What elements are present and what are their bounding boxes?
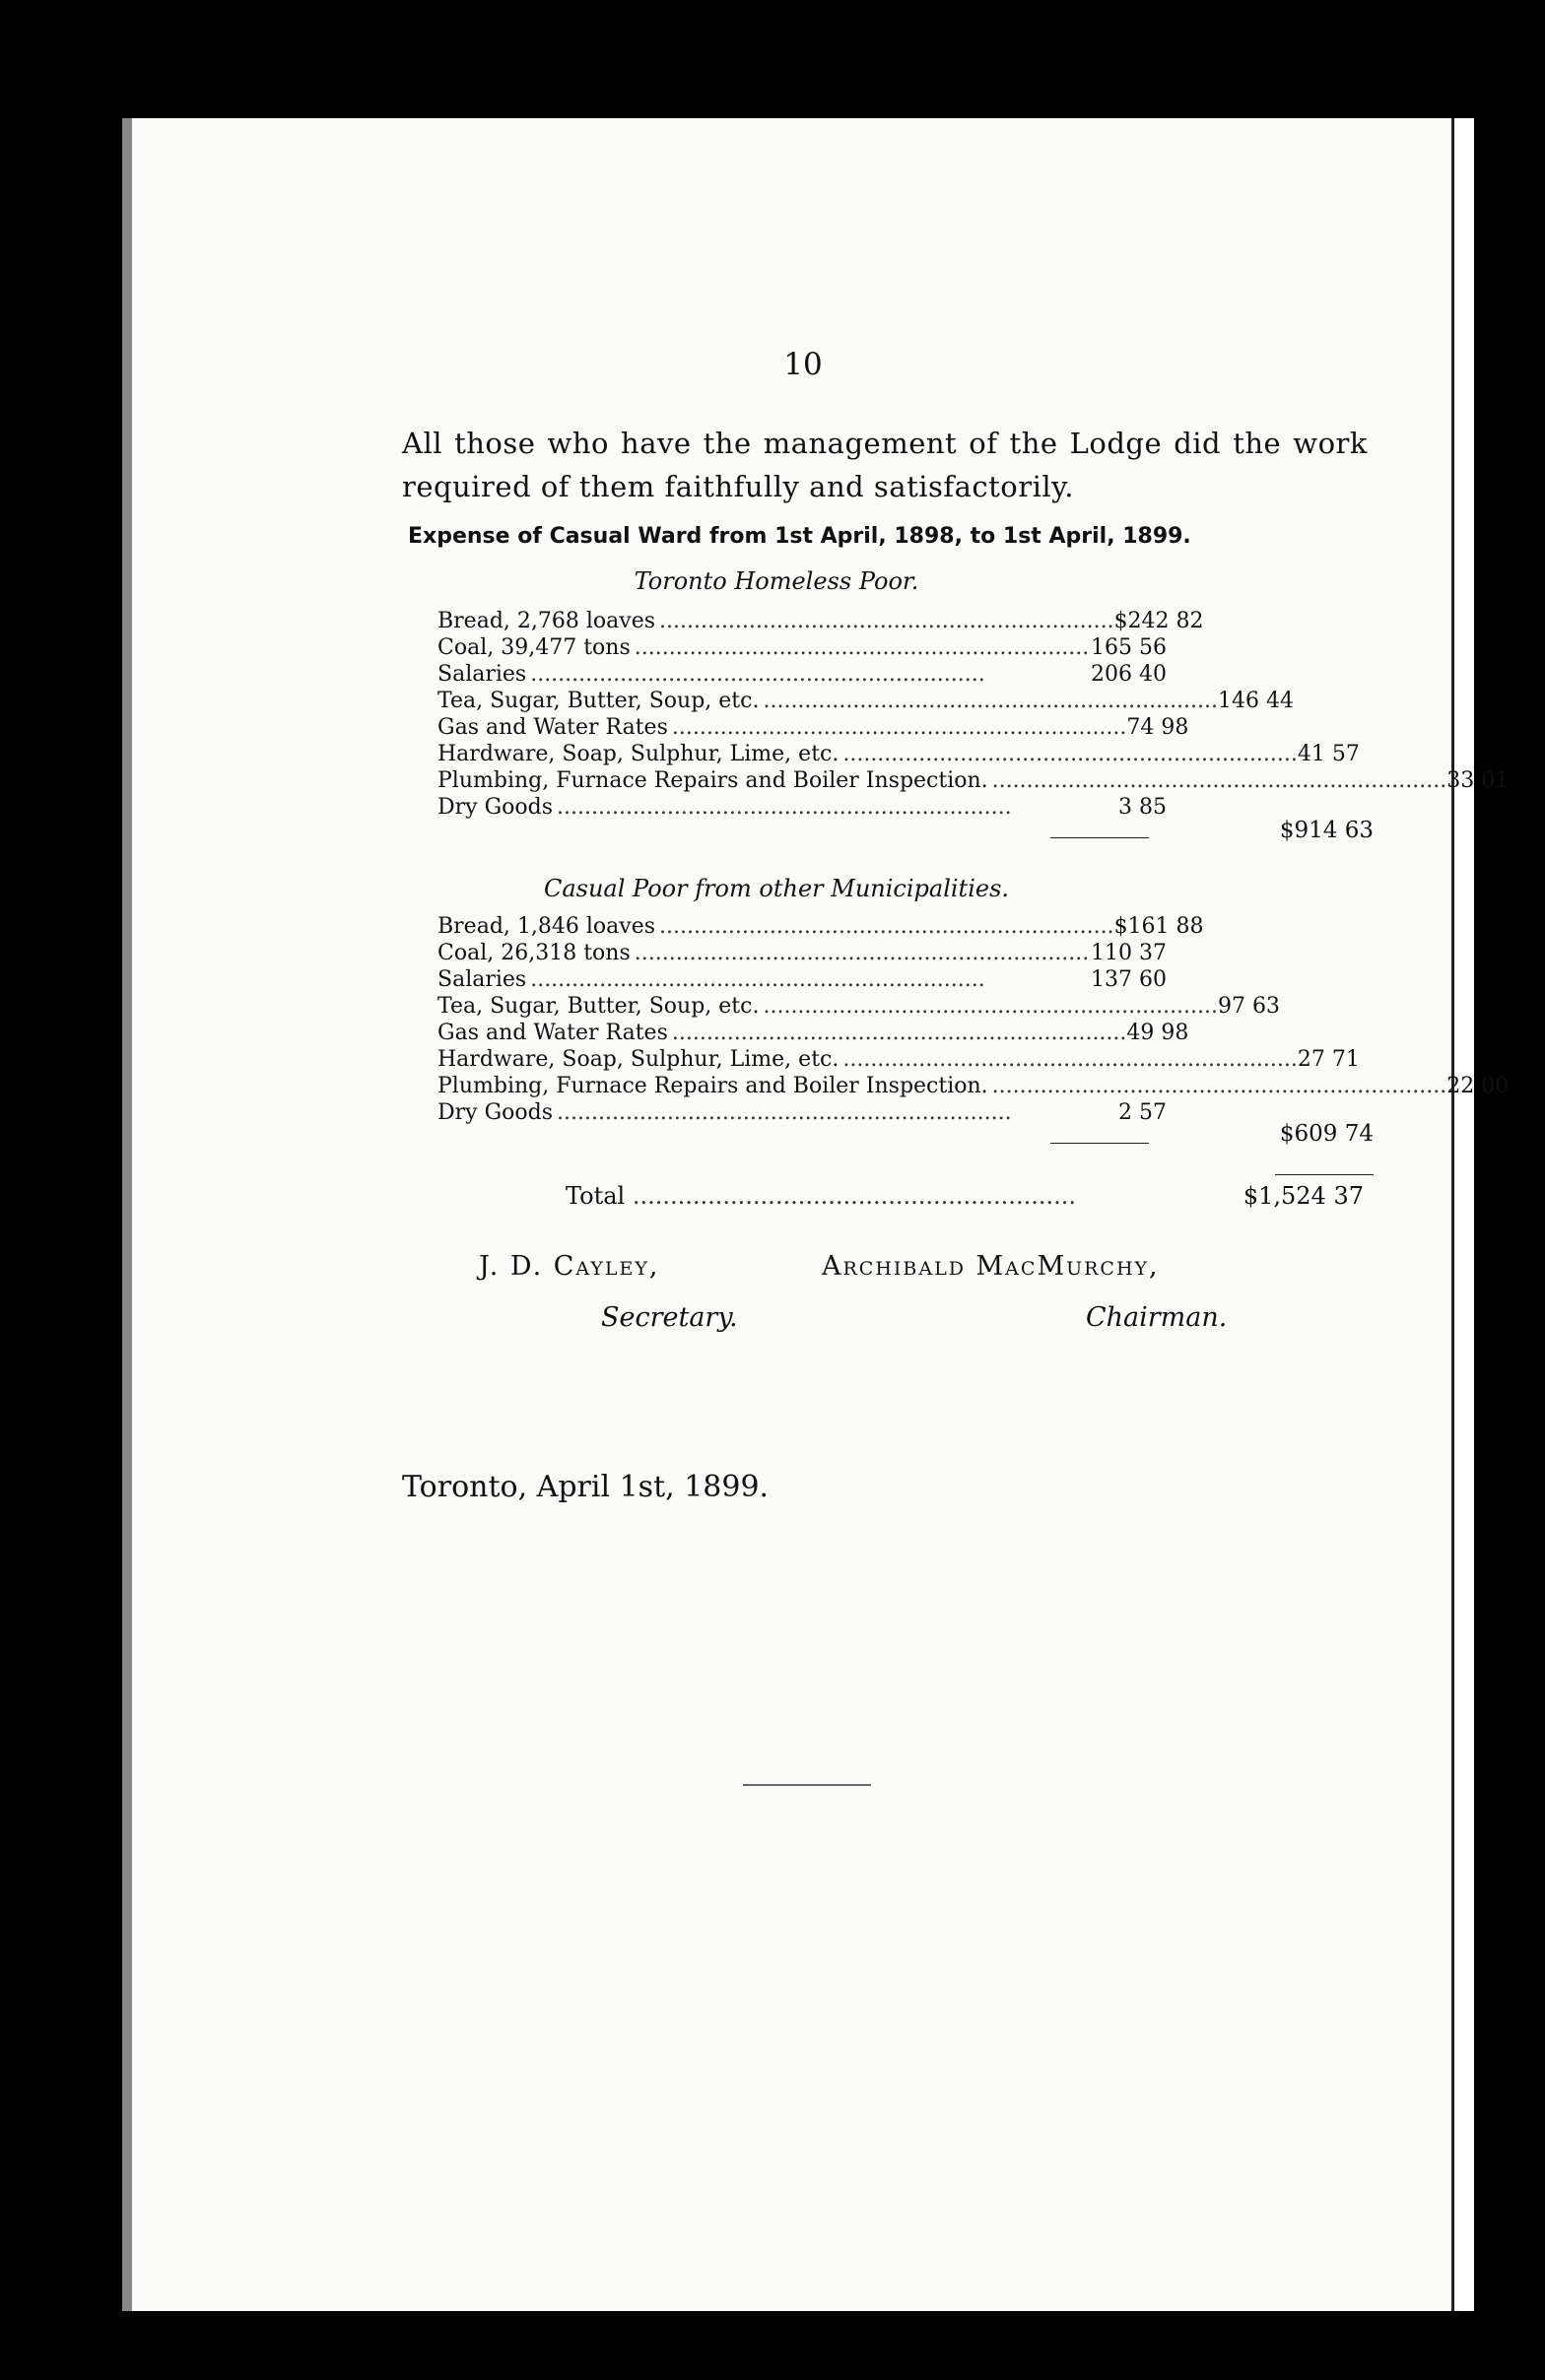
table-row: [437, 992, 1281, 1019]
table-row: [437, 687, 1295, 713]
row-label: Bread, 2,768 loaves: [437, 609, 655, 633]
row-amount: 49 98: [1126, 1021, 1189, 1045]
row-label: Salaries: [437, 662, 527, 687]
table-row: [437, 607, 1204, 633]
leader-dots: ..................................................................: [530, 662, 985, 687]
row-label: Plumbing, Furnace Repairs and Boiler Inspection.: [437, 768, 988, 793]
row-amount: $242 82: [1113, 609, 1204, 633]
document-page: [122, 118, 1510, 2311]
chairman-title: Chairman.: [1086, 1302, 1228, 1333]
row-label: Tea, Sugar, Butter, Soup, etc.: [437, 689, 760, 713]
total-amount: $1,524 37: [1243, 1182, 1364, 1210]
table-row: [437, 740, 1360, 766]
table-row: [437, 912, 1204, 939]
table-row: [437, 1045, 1360, 1072]
table-row: [437, 1019, 1189, 1045]
row-amount: 110 37: [1091, 941, 1167, 965]
page-number: 10: [783, 347, 823, 382]
subtotal-rule: [1050, 837, 1149, 838]
row-label: Hardware, Soap, Sulphur, Lime, etc.: [437, 1047, 840, 1072]
row-amount: 137 60: [1091, 967, 1167, 992]
row-amount: 2 57: [1118, 1100, 1167, 1125]
chairman-name: Archibald MacMurchy,: [822, 1251, 1160, 1282]
leader-dots: ..................................................................: [530, 967, 985, 992]
total-label: Total: [566, 1182, 626, 1210]
row-label: Dry Goods: [437, 795, 554, 820]
row-amount: 22 00: [1446, 1074, 1510, 1098]
expense-table-municipalities: [437, 912, 1510, 1125]
footer-rule: [743, 1784, 871, 1786]
row-label: Salaries: [437, 967, 527, 992]
row-amount: 74 98: [1126, 715, 1189, 740]
leader-dots: ...........................................................: [625, 1182, 1076, 1210]
table-row: [437, 793, 1167, 820]
row-amount: 41 57: [1297, 742, 1360, 766]
expense-table-toronto: [437, 607, 1510, 820]
row-amount: 3 85: [1118, 795, 1167, 820]
secretary-title: Secretary.: [601, 1302, 738, 1333]
expense-title: Expense of Casual Ward from 1st April, 1898, to 1st April, 1899.: [408, 524, 1191, 549]
subtotal-rule: [1050, 1143, 1149, 1144]
table-row: [437, 1098, 1167, 1125]
leader-dots: ..................................................................: [763, 689, 1219, 713]
row-label: Plumbing, Furnace Repairs and Boiler Inspection.: [437, 1074, 988, 1098]
leader-dots: ..................................................................: [842, 1047, 1298, 1072]
row-amount: 27 71: [1297, 1047, 1360, 1072]
leader-dots: ..................................................................: [634, 635, 1090, 660]
section-heading-municipalities: Casual Poor from other Municipalities.: [543, 875, 1010, 902]
table-row: [437, 633, 1167, 660]
row-amount: 206 40: [1091, 662, 1167, 687]
leader-dots: ..................................................................: [634, 941, 1090, 965]
leader-dots: ..................................................................: [671, 1021, 1127, 1045]
leader-dots: ..................................................................: [763, 994, 1219, 1019]
table-row: [437, 660, 1167, 687]
row-amount: 146 44: [1218, 689, 1295, 713]
table-row: [437, 713, 1189, 740]
leader-dots: ..................................................................: [991, 768, 1447, 793]
row-label: Tea, Sugar, Butter, Soup, etc.: [437, 994, 760, 1019]
row-amount: 165 56: [1091, 635, 1167, 660]
page-edge: [1451, 118, 1474, 2311]
leader-dots: ..................................................................: [671, 715, 1127, 740]
row-label: Coal, 39,477 tons: [437, 635, 631, 660]
row-amount: $161 88: [1113, 914, 1204, 939]
table-row: [437, 939, 1167, 965]
leader-dots: ..................................................................: [557, 1100, 1012, 1125]
row-label: Bread, 1,846 loaves: [437, 914, 655, 939]
leader-dots: ..................................................................: [557, 795, 1012, 820]
total-row: [566, 1182, 1364, 1210]
leader-dots: ..................................................................: [842, 742, 1298, 766]
leader-dots: ..................................................................: [659, 609, 1114, 633]
table-row: [437, 965, 1167, 992]
table-row: [437, 766, 1510, 793]
subtotal-municipalities: $609 74: [1279, 1121, 1374, 1147]
row-amount: 33 01: [1446, 768, 1510, 793]
intro-paragraph: All those who have the management of the Lodge did the work required of them faithfully and satisfactorily.: [402, 427, 1368, 503]
leader-dots: ..................................................................: [991, 1074, 1447, 1098]
section-heading-toronto: Toronto Homeless Poor.: [634, 567, 919, 595]
row-label: Gas and Water Rates: [437, 1021, 668, 1045]
row-label: Hardware, Soap, Sulphur, Lime, etc.: [437, 742, 840, 766]
row-label: Coal, 26,318 tons: [437, 941, 631, 965]
leader-dots: ..................................................................: [659, 914, 1114, 939]
row-label: Dry Goods: [437, 1100, 554, 1125]
row-amount: 97 63: [1218, 994, 1281, 1019]
document-date: Toronto, April 1st, 1899.: [402, 1470, 770, 1504]
subtotal-toronto: $914 63: [1279, 818, 1374, 843]
total-rule: [1275, 1174, 1374, 1175]
row-label: Gas and Water Rates: [437, 715, 668, 740]
table-row: [437, 1072, 1510, 1098]
secretary-name: J. D. Cayley,: [479, 1251, 660, 1282]
